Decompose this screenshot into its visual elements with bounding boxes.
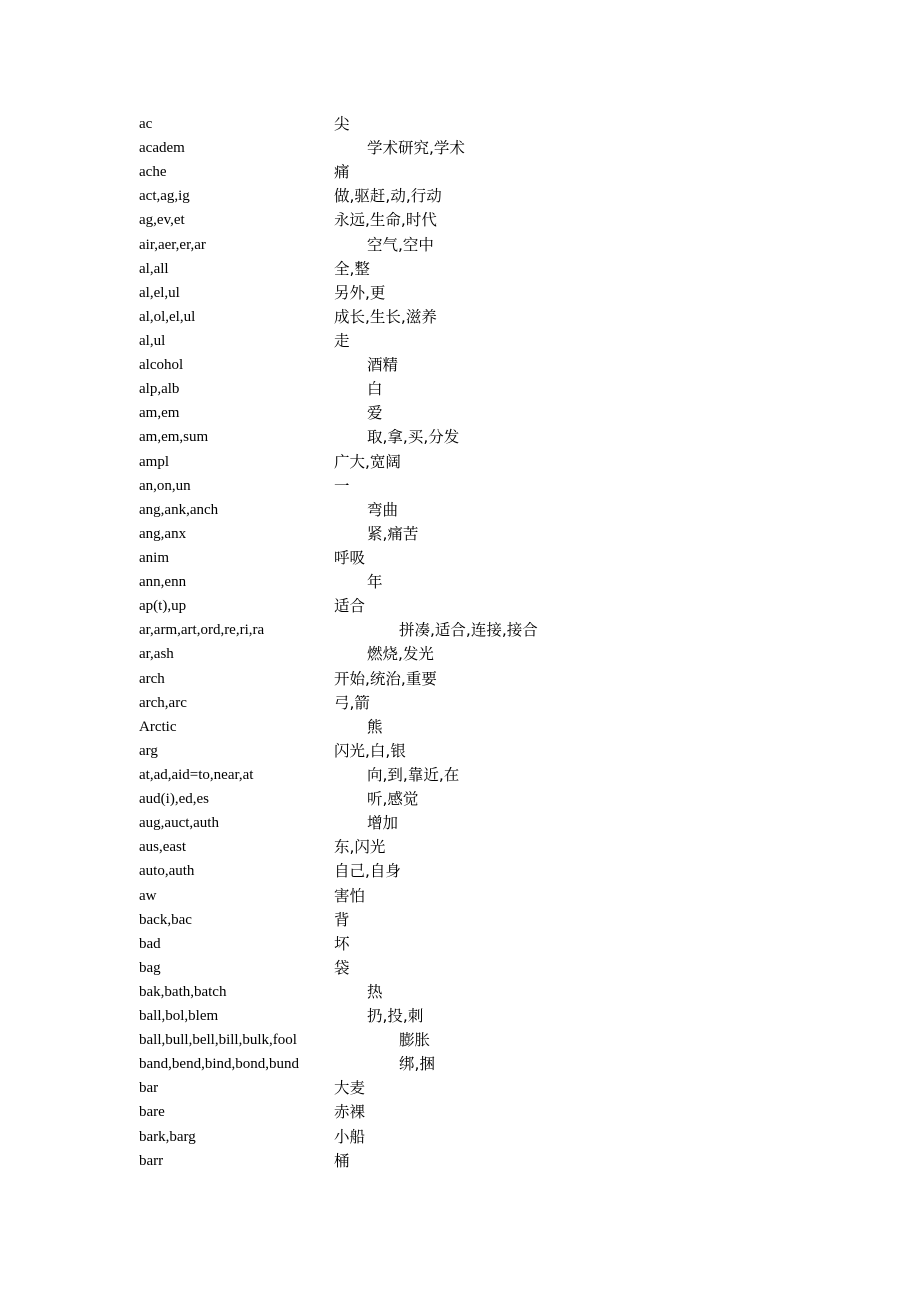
list-item <box>139 570 839 594</box>
root-word: bag <box>139 959 161 976</box>
root-word: at,ad,aid=to,near,at <box>139 766 254 783</box>
root-word: arch <box>139 670 165 687</box>
list-item <box>139 1100 839 1124</box>
root-word: al,all <box>139 260 169 277</box>
root-word: ar,arm,art,ord,re,ri,ra <box>139 622 265 639</box>
root-word: aud(i),ed,es <box>139 791 209 808</box>
root-word: back,bac <box>139 911 192 928</box>
list-item <box>139 980 839 1004</box>
root-word: barr <box>139 1152 164 1169</box>
list-item <box>139 377 839 401</box>
root-word: alp,alb <box>139 381 180 398</box>
root-word: bare <box>139 1104 165 1121</box>
root-meaning: 紧,痛苦 <box>367 524 419 543</box>
list-item <box>139 1004 839 1028</box>
root-word: bak,bath,batch <box>139 983 227 1000</box>
list-item <box>139 956 839 980</box>
list-item <box>139 594 839 618</box>
list-item <box>139 257 839 281</box>
root-word: ache <box>139 164 167 181</box>
root-meaning: 坏 <box>334 934 350 953</box>
list-item <box>139 233 839 257</box>
list-item <box>139 932 839 956</box>
root-word: ball,bol,blem <box>139 1008 219 1025</box>
list-item <box>139 498 839 522</box>
root-meaning: 绑,捆 <box>399 1055 435 1074</box>
list-item <box>139 474 839 498</box>
root-meaning: 桶 <box>334 1151 350 1170</box>
list-item <box>139 859 839 883</box>
root-word: anim <box>139 549 169 566</box>
root-meaning: 学术研究,学术 <box>367 139 465 158</box>
root-word: ampl <box>139 453 169 470</box>
list-item <box>139 305 839 329</box>
list-item <box>139 835 839 859</box>
list-item <box>139 160 839 184</box>
root-meaning: 害怕 <box>334 886 366 905</box>
list-item <box>139 642 839 666</box>
root-word: arg <box>139 742 158 759</box>
list-item <box>139 763 839 787</box>
root-word: bad <box>139 935 161 952</box>
list-item <box>139 136 839 160</box>
root-meaning: 一 <box>334 476 350 495</box>
list-item <box>139 787 839 811</box>
root-meaning: 袋 <box>334 958 350 977</box>
root-meaning: 酒精 <box>367 356 399 375</box>
list-item <box>139 739 839 763</box>
root-word: alcohol <box>139 357 184 374</box>
root-word: bar <box>139 1080 159 1097</box>
list-item <box>139 401 839 425</box>
root-meaning: 白 <box>367 380 383 399</box>
root-meaning: 大麦 <box>334 1079 366 1098</box>
list-item <box>139 884 839 908</box>
list-item <box>139 811 839 835</box>
list-item <box>139 281 839 305</box>
list-item <box>139 329 839 353</box>
root-word: aus,east <box>139 839 187 856</box>
root-meaning: 另外,更 <box>334 283 386 302</box>
root-word: band,bend,bind,bond,bund <box>139 1056 299 1073</box>
list-item <box>139 184 839 208</box>
list-item <box>139 1052 839 1076</box>
root-word: Arctic <box>139 718 177 735</box>
list-item <box>139 1028 839 1052</box>
root-meaning: 东,闪光 <box>334 838 386 857</box>
list-item <box>139 1076 839 1100</box>
root-meaning: 闪光,白,银 <box>334 741 406 760</box>
root-word: aw <box>139 887 157 904</box>
root-meaning: 自己,自身 <box>334 862 401 881</box>
list-item <box>139 618 839 642</box>
root-meaning: 成长,生长,滋养 <box>334 307 437 326</box>
root-word: al,el,ul <box>139 284 180 301</box>
root-word: am,em,sum <box>139 429 209 446</box>
root-meaning: 热 <box>367 982 383 1001</box>
list-item <box>139 908 839 932</box>
list-item <box>139 1125 839 1149</box>
list-item <box>139 715 839 739</box>
root-word: ap(t),up <box>139 598 187 615</box>
root-meaning: 向,到,靠近,在 <box>367 765 460 784</box>
root-meaning: 熊 <box>367 717 383 736</box>
root-word: air,aer,er,ar <box>139 236 206 253</box>
root-word: ag,ev,et <box>139 212 185 229</box>
root-word: arch,arc <box>139 694 187 711</box>
root-meaning: 呼吸 <box>334 548 366 567</box>
list-item <box>139 667 839 691</box>
root-word-list <box>139 112 839 1173</box>
root-word: ar,ash <box>139 646 174 663</box>
root-meaning: 听,感觉 <box>367 790 419 809</box>
root-word: al,ul <box>139 332 166 349</box>
root-meaning: 痛 <box>334 163 350 182</box>
root-word: auto,auth <box>139 863 195 880</box>
root-meaning: 做,驱赶,动,行动 <box>334 187 442 206</box>
root-word: ang,ank,anch <box>139 501 219 518</box>
root-word: academ <box>139 140 185 157</box>
root-meaning: 燃烧,发光 <box>367 645 434 664</box>
root-word: act,ag,ig <box>139 188 190 205</box>
root-word: al,ol,el,ul <box>139 308 196 325</box>
list-item <box>139 353 839 377</box>
list-item <box>139 450 839 474</box>
root-meaning: 走 <box>334 331 350 350</box>
root-meaning: 扔,投,刺 <box>367 1007 424 1026</box>
root-meaning: 适合 <box>334 597 366 616</box>
list-item <box>139 208 839 232</box>
root-meaning: 小船 <box>334 1127 366 1146</box>
root-meaning: 广大,宽阔 <box>334 452 401 471</box>
root-meaning: 拼凑,适合,连接,接合 <box>399 621 538 640</box>
root-meaning: 弓,箭 <box>334 693 370 712</box>
root-word: ac <box>139 116 153 132</box>
root-meaning: 尖 <box>334 115 350 133</box>
root-word: ann,enn <box>139 574 187 591</box>
list-item <box>139 112 839 136</box>
root-word: am,em <box>139 405 180 422</box>
root-word: ball,bull,bell,bill,bulk,fool <box>139 1032 297 1049</box>
root-meaning: 增加 <box>367 814 399 833</box>
root-word: an,on,un <box>139 477 191 494</box>
list-item <box>139 691 839 715</box>
root-meaning: 空气,空中 <box>367 235 434 254</box>
root-meaning: 全,整 <box>334 259 370 278</box>
root-word: bark,barg <box>139 1128 196 1145</box>
root-word: aug,auct,auth <box>139 815 219 832</box>
list-item <box>139 1149 839 1173</box>
root-meaning: 背 <box>334 910 350 929</box>
root-meaning: 赤裸 <box>334 1103 366 1122</box>
root-meaning: 爱 <box>367 404 383 423</box>
list-item <box>139 425 839 449</box>
root-meaning: 弯曲 <box>367 500 399 519</box>
root-meaning: 年 <box>367 573 383 592</box>
root-meaning: 永远,生命,时代 <box>334 211 437 230</box>
list-item <box>139 546 839 570</box>
root-meaning: 膨胀 <box>399 1031 431 1050</box>
root-meaning: 开始,统治,重要 <box>334 669 437 688</box>
root-word: ang,anx <box>139 525 187 542</box>
root-meaning: 取,拿,买,分发 <box>367 428 460 447</box>
list-item <box>139 522 839 546</box>
